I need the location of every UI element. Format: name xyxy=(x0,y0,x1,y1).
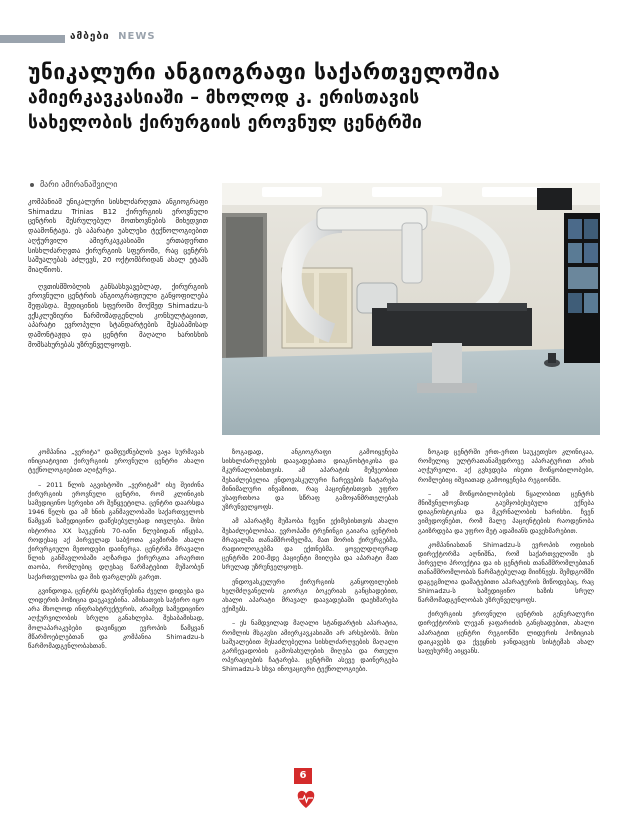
heart-logo-icon xyxy=(294,786,318,812)
column-2-paragraph: ამ აპარატზე მუშაობა ჩვენი ექიმებისთვის ახალი შესაძლებლობაა. ევროპაში ტრენინგი გაიარა ცენტრის მრავალმა თანამშრომელმა, მათ შორის ქირურგებმა, რადიოლოგებმა და ექთნებმა. ყოველდღიურად ცენტრში 200-მდე პაციენტი მიიღება და აპარატი მათ სრულად უზრუნველყოფს. xyxy=(222,517,398,572)
section-label-en: NEWS xyxy=(118,31,156,42)
operating-room-illustration xyxy=(222,183,600,435)
section-label xyxy=(70,31,156,42)
byline-bullet-icon xyxy=(30,183,34,187)
article-headline xyxy=(28,58,596,136)
lead-paragraph-2: ღვთისმშობლის განსასხვავებლად, ქირურგიის ეროვნული ცენტრის ანგიოგრაფიული განყოფილება შეფასდა. მედიცინის სფეროში მოქმედ Shimadzu-ს ექსკლუზიური წარმომადგენლის კონსულტაციით, აპარატი ევროპული სტანდარტების შესაბამისად დამონტაჟდა და ცენტრი მაღალი ხარისხის მომსახურებას უზრუნველყოფს. xyxy=(28,282,208,349)
section-label-ka: ამბები xyxy=(70,31,110,42)
column-1-paragraph: კომპანია „ვერიტა" დამფუძნებლის ვაჟა სურმავას ინიციატივით ქირურგიის ეროვნული ცენტრი ახალი ტექნოლოგიებით აღიჭურვა. xyxy=(28,448,204,475)
body-column-2 xyxy=(222,448,398,680)
body-column-1 xyxy=(28,448,204,656)
column-3-paragraph: კომპანიასთან Shimadzu-ს ევროპის ოფისის დირექტორმა აღნიშნა, რომ საქართველოში ეს პირველი პროექტია და ის ცენტრის თანამშრომლებთან თანამშრომლობას წარმატებულად მიიჩნევს. შემდგომში დაგეგმილია დამატებითი აპარატურის მიწოდებაც, რაც Shimadzu-ს სამედიცინო ხაზის სრულ წარმომადგენლობას უზრუნველყოფს. xyxy=(418,540,594,605)
body-column-3 xyxy=(418,448,594,661)
column-2-paragraph: ენდოვასკულური ქირურგიის განყოფილების ხელმძღვანელის გიორგი ბოკერიას განცხადებით, ახალი აპარატი მრავალ დაავადებაში დაეხმარება ექიმებს. xyxy=(222,577,398,614)
column-1-paragraph: გვინდოდა, ცენტრს დაებრუნებინა ძველი დიდება და ლიდერის პოზიცია დაეკავებინა. ამისათვის საჭირო იყო არა მხოლოდ ინფრასტრუქტურის, არამედ სამედიცინო აღჭურვილობის სრული განახლება. შესაბამისად, მოლაპარაკებები დავიწყეთ ევროპის წამყვან მწარმოებლებთან და კომპანია Shimadzu-ს წარმომადგენლობასთან. xyxy=(28,586,204,651)
angiography-room-photo xyxy=(222,183,600,435)
page-number: 6 xyxy=(294,768,312,784)
headline-line-2: ამიერკავკასიაში – მხოლოდ კ. ერისთავის xyxy=(28,88,420,108)
byline xyxy=(30,180,117,189)
column-3-paragraph: – ამ მოწყობილობების წყალობით ცენტრს მნიშვნელოვნად გაუმჯობესებული ექნება დიაგნოსტიკისა და მკურნალობის ხარისხი. ჩვენ ვიმედოვნებთ, რომ მალე პაციენტების რაოდენობა გაიზრდება და უფრო მეტ ადამიანს დავეხმარებით. xyxy=(418,489,594,535)
headline-line-1: უნიკალური ანგიოგრაფი საქართველოშია xyxy=(28,60,501,84)
column-3-paragraph: ქირურგიის ეროვნული ცენტრის გენერალური დირექტორის ლევან ჯაფარიძის განცხადებით, ახალი აპარატით ცენტრი რეგიონში ლიდერის პოზიციას დაიკავებს და ქვეყნის ჯანდაცვის სისტემას ახალ საფეხურზე აიყვანს. xyxy=(418,610,594,656)
headline-line-3: სახელობის ქირურგიის ეროვნულ ცენტრში xyxy=(28,113,423,133)
author-name: მარი ამირანაშვილი xyxy=(40,180,118,189)
lead-column xyxy=(28,198,208,358)
column-2-paragraph: ზოგადად, ანგიოგრაფი გამოიყენება სისხლძარღვების დაავადებათა დიაგნოსტიკისა და მკურნალობისთვის. ამ აპარატის მეშვეობით შესაძლებელია ენდოვასკულური ჩარევების ჩატარება მინიმალური ინვაზიით, რაც პაციენტისთვის უფრო უსაფრთხოა და სწრაფ გამოჯანმრთელებას უზრუნველყოფს. xyxy=(222,448,398,512)
column-3-paragraph: ზოგად ცენტრში ერთ-ერთი საუკეთესო კლინიკაა, რომელიც ულტრათანამედროვე აპარატურით არის აღჭურვილი. აქ გვხვდება ისეთი მოწყობილობები, რომლებიც იშვიათად გამოიყენება რეგიონში. xyxy=(418,448,594,484)
column-1-paragraph: – 2011 წლის აგვისტოში „ვერიტამ" ისე შეიძინა ქირურგიის ეროვნული ცენტრი, რომ კლინიკის სამედიცინო სერვისი არ შეწყვეტილა. ცენტრი დაარსდა 1946 წელს და ამ ხნის განმავლობაში საქართველოს წამყვან სამედიცინო დაწესებულებად ითვლება. მისი ისტორია XX საუკუნის 70-იანი წლებიდან იწყება, როდესაც აქ პირველად საბჭოთა კავშირში ახალი ქირურგიული მეთოდები დაინერგა. ცენტრმა მრავალი წლის განმავლობაში აღზარდა ქირურგთა არაერთი თაობა, რომლებიც დღესაც წარმატებით მუშაობენ საქართველოსა და მის ფარგლებს გარეთ. xyxy=(28,480,204,581)
column-2-paragraph: – ეს ნამდვილად მაღალი სტანდარტის აპარატია, რომლის მსგავსი ამიერკავკასიაში არ არსებობს. მისი საშუალებით შესაძლებელია სისხლძარღვების მაღალი გარჩევადობის გამოსახულების მიღება და რთული ოპერაციების ჩატარება. ცენტრში ასევე დაინერგება Shimadzu-ს სხვა ინოვაციური ტექნოლოგიები. xyxy=(222,619,398,674)
lead-paragraph-1: კომპანიამ უნიკალური სისხლძარღვთა ანგიოგრაფი Shimadzu Trinias B12 ქირურგიის ეროვნული ცენტრის შესრულებულ მოთხოვნების მიხედვით დაამონტაჟა. ეს აპარატი უახლესი ტექნოლოგიებით აღჭურვილი ამიერკავკასიაში ერთადერთი სისხლძარღვთა ქირურგიის სფეროში, რაც ცენტრს საშუალებას აძლევს, 20 ოქტომბრიდან ახალ ეტაპს მიაღწიოს. xyxy=(28,198,208,274)
section-bar xyxy=(0,35,65,43)
